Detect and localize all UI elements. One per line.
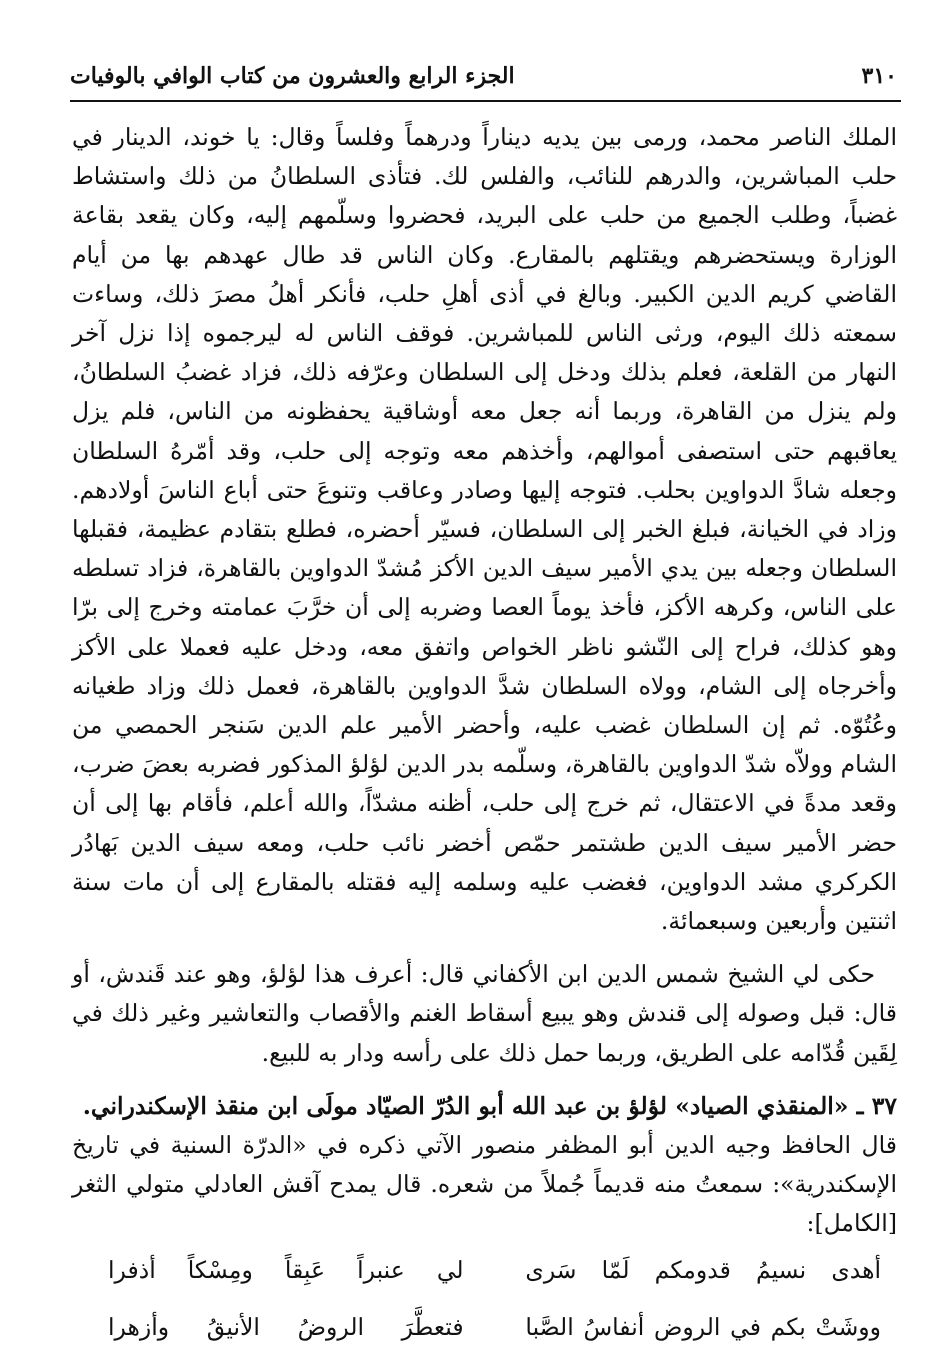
running-title: الجزء الرابع والعشرون من كتاب الوافي بالوفيات — [70, 63, 515, 89]
poem — [108, 1242, 881, 1356]
entry-heading: ٣٧ ـ «المنقذي الصياد» لؤلؤ بن عبد الله أبو الدُرّ الصيّاد مولَى ابن منقذ الإسكندراني. — [82, 1091, 897, 1120]
verse-hemistich-first: أهدى نسيمُ قدومكم لَمّا سَرى — [525, 1256, 881, 1284]
verse-hemistich-first: ووشَتْ بكم في الروض أنفاسُ الصَّبا — [525, 1313, 881, 1341]
verse-line — [108, 1242, 881, 1299]
verse-line — [108, 1299, 881, 1356]
page-header — [70, 58, 897, 94]
page-number: ٣١٠ — [861, 63, 897, 89]
verse-hemistich-second: لي عنبراً عَبِقاً ومِسْكاً أذفرا — [108, 1256, 464, 1284]
paragraph-1: الملك الناصر محمد، ورمى بين يديه ديناراً ودرهماً وفلساً وقال: يا خوند، الدينار في حلب المباشرين، والدرهم للنائب، والفلس لك. فتأذى السلطانُ من ذلك واستشاط غضباً، وطلب الجميع من حلب على البريد، فحضروا وسلّمهم إليه، وكان يقعد بقاعة الوزارة ويستحضرهم ويقتلهم بالمقارع. وكان الناس قد طال عهدهم بها من أيام القاضي كريم الدين الكبير. وبالغ في أذى أهلِ حلب، فأنكر أهلُ مصرَ ذلك، وساءت سمعته ذلك اليوم، ورثى الناس للمباشرين. فوقف الناس له ليرجموه إذا نزل آخر النهار من القلعة، فعلم بذلك ودخل إلى السلطان وعرّفه ذلك، فزاد غضبُ السلطانُ، ولم ينزل من القاهرة، وربما أنه جعل معه أوشاقية يحفظونه من الناس، فلم يزل يعاقبهم حتى استصفى أموالهم، وأخذهم معه وتوجه إلى حلب، وقد أمّرهُ السلطان وجعله شادَّ الدواوين بحلب. فتوجه إليها وصادر وعاقب وتنوعَ حتى أباع الناسَ أولادهم. وزاد في الخيانة، فبلغ الخبر إلى السلطان، فسيّر أحضره، فطلع بتقادم عظيمة، فقبلها السلطان وجعله بين يدي الأمير سيف الدين الأكز مُشدّ الدواوين بالقاهرة، فزاد تسلطه على الناس، وكرهه الأكز، فأخذ يوماً العصا وضربه إلى أن خرَّبَ عمامته وخرج إلى برّا وهو كذلك، فراح إلى النّشو ناظر الخواص واتفق معه، ودخل عليه فعملا على الأكز وأخرجاه إلى الشام، وولاه السلطان شدَّ الدواوين بالقاهرة، فعمل ذلك وزاد طغيانه وعُتُوّه. ثم إن السلطان غضب عليه، وأحضر الأمير علم الدين سَنجر الحمصي من الشام وولاّه شدّ الدواوين بالقاهرة، وسلّمه بدر الدين لؤلؤ المذكور فضربه بعضَ ضرب، وقعد مدةً في الاعتقال، ثم خرج إلى حلب، أظنه مشدّاً، والله أعلم، فأقام بها إلى أن حضر الأمير سيف الدين طشتمر حمّص أخضر نائب حلب، ومعه سيف الدين بَهادُر الكركري مشد الدواوين، فغضب عليه وسلمه إليه فقتله بالمقارع إلى أن مات سنة اثنتين وأربعين وسبعمائة. — [72, 123, 897, 936]
paragraph-3: قال الحافظ وجيه الدين أبو المظفر منصور الآتي ذكره في «الدرّة السنية في تاريخ الإسكندرية»: سمعتُ منه قديماً جُملاً من شعره. قال يمدح آقش العادلي متولي الثغر [الكامل]: — [72, 1131, 897, 1238]
page-body — [72, 118, 897, 1244]
verse-hemistich-second: فتعطَّرَ الروضُ الأنيقُ وأزهرا — [108, 1313, 464, 1341]
header-rule — [70, 100, 901, 102]
paragraph-2: حكى لي الشيخ شمس الدين ابن الأكفاني قال: أعرف هذا لؤلؤ، وهو عند قَندش، أو قال: قبل وصوله إلى قندش وهو يبيع أسقاط الغنم والأقصاب والتعاشير وغير ذلك في لِقَين قُدّامه على الطريق، وربما حمل ذلك على رأسه ودار به للبيع. — [72, 960, 897, 1067]
